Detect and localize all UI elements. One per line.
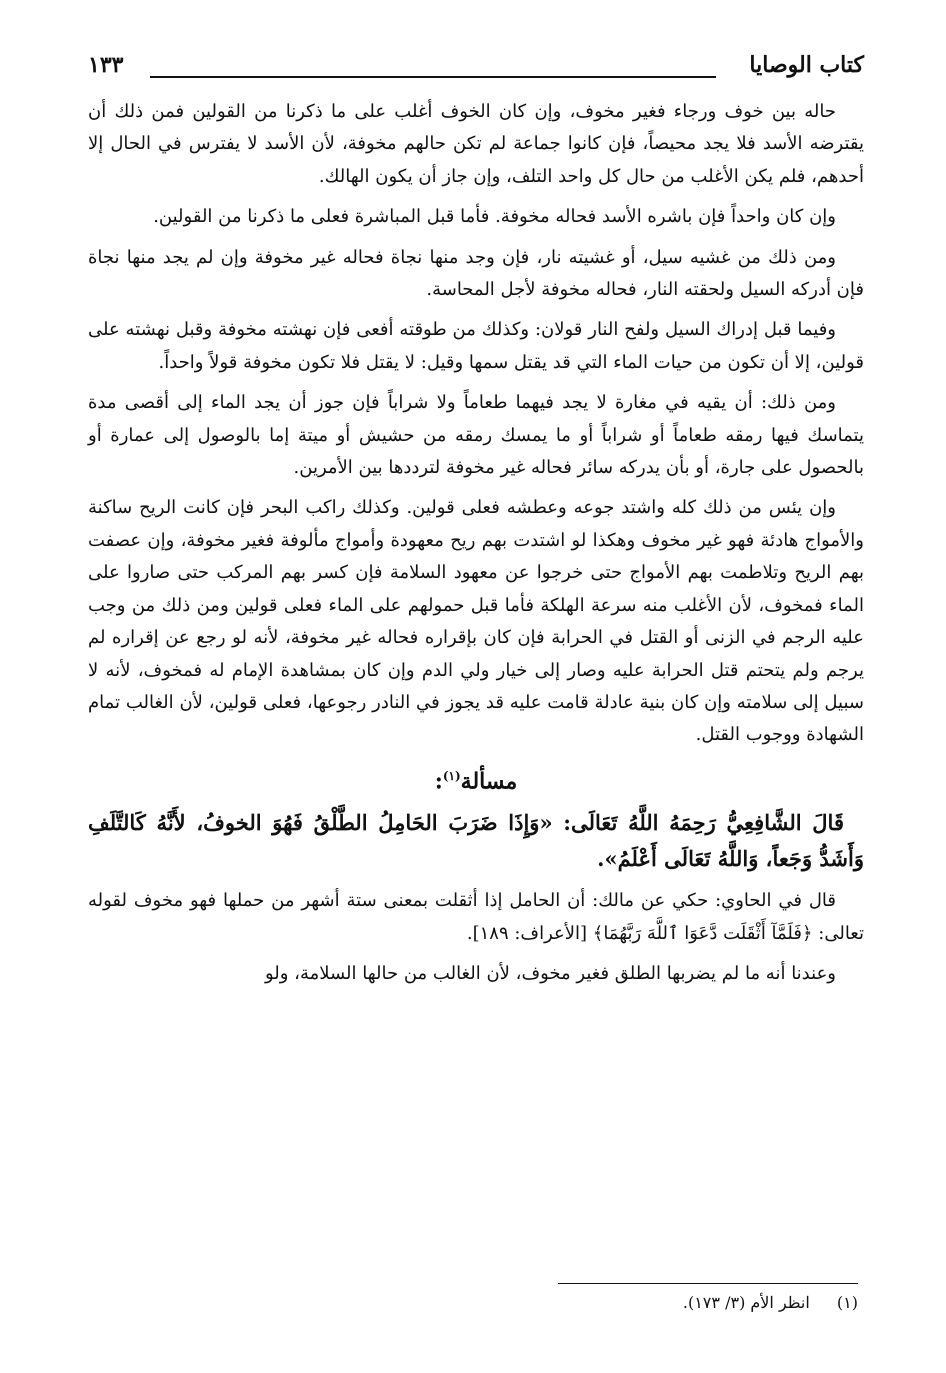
footnote-number: (١): [836, 1293, 858, 1312]
paragraph: وعندنا أنه ما لم يضربها الطلق فغير مخوف، لأن الغالب من حالها السلامة، ولو: [264, 963, 836, 985]
paragraph: حاله بين خوف ورجاء فغير مخوف، وإن كان الخوف أغلب على ما ذكرنا من القولين فمن ذلك أن يقترضه الأسد فلا يجد محيصاً، فإن كانوا جماعة لم تكن حالهم مخوفة، لأن الأسد لا يفترس في الحال إلا أحدهم، فلم يكن الأغلب من حال كل واحد التلف، وإن جاز أن يكون الهالك.: [88, 101, 864, 187]
paragraph: ومن ذلك من غشيه سيل، أو غشيته نار، فإن وجد منها نجاة فحاله غير مخوفة وإن لم يجد منها نجاة فإن أدركه السيل ولحقته النار، فحاله مخوفة لأجل المحاسة.: [88, 246, 864, 301]
paragraph: وإن كان واحداً فإن باشره الأسد فحاله مخوفة. فأما قبل المباشرة فعلى ما ذكرنا من القولين.: [153, 206, 836, 228]
footnote-text: انظر الأم (٣/ ١٧٣).: [682, 1293, 810, 1312]
page-number: ١٣٣: [88, 52, 124, 78]
paragraph: وفيما قبل إدراك السيل ولفح النار قولان: وكذلك من طوقته أفعى فإن نهشته مخوفة وقبل نهشته على قولين، إلا أن تكون من حيات الماء التي قد يقتل سمها وقيل: لا يقتل فلا تكون مخوفة قولاً واحداً.: [88, 319, 864, 373]
paragraph: وإن يئس من ذلك كله واشتد جوعه وعطشه فعلى قولين. وكذلك راكب البحر فإن كانت الريح ساكنة والأمواج هادئة فهو غير مخوف وهكذا لو اشتدت بهم ريح معهودة وأمواج مألوفة فغير مخوفة، وإن عصفت بهم الريح وتلاطمت بهم الأمواج حتى خرجوا عن معهود السلامة فإن كسر بهم المركب حتى صاروا على الماء فمخوف، لأن الأغلب منه سرعة الهلكة فأما قبل حمولهم على الماء فعلى قولين ومن ذلك من وجب عليه الرجم في الزنى أو القتل في الحرابة فإن كان بإقراره فحاله غير مخوفة، لأنه لو رجع عن إقراره لم يرجم ولم يتحتم قتل الحرابة عليه وصار إلى خيار ولي الدم وإن كان بمشاهدة الإمام له فمخوف، لأنه لا سبيل إلى سلامته وإن كان بنية عادلة قامت عليه قد يجوز في النادر رجوعها، فعلى قولين، لأن الغالب تمام الشهادة ووجوب القتل.: [88, 497, 864, 746]
running-header: [88, 52, 864, 86]
masala-heading: [88, 760, 864, 798]
footnote: [82, 1290, 858, 1316]
footnote-rule: [558, 1283, 858, 1284]
masala-colon: :: [434, 768, 443, 795]
chapter-title: كتاب الوصايا: [749, 52, 864, 78]
shafii-quote: قَالَ الشَّافِعِيُّ رَحِمَهُ اللَّهُ تَعَالَى: «وَإِذَا ضَرَبَ الحَامِلُ الطَّلْقُ فَهُوَ الخوفُ، لأَنَّهُ كَالتَّلَفِ وَأَشَدُّ وَجَعاً، وَاللَّهُ تَعَالَى أَعْلَمُ».: [88, 810, 864, 872]
masala-title: مسألة: [460, 768, 518, 795]
footnote-marker: (١): [442, 768, 461, 783]
paragraph: قال في الحاوي: حكي عن مالك: أن الحامل إذا أثقلت بمعنى ستة أشهر من حملها فهو مخوف لقوله تعالى: ﴿فَلَمَّآ أَثْقَلَت دَّعَوَا ٱللَّهَ رَبَّهُمَا﴾ [الأعراف: ١٨٩].: [88, 890, 864, 944]
paragraph: ومن ذلك: أن يقيه في مغارة لا يجد فيهما طعاماً ولا شراباً فإن جوز أن يجد الماء إلى أقصى مدة يتماسك فيها رمقه طعاماً أو شراباً أو ما يمسك رمقه من حشيش أو ميتة إما بالوصول إلى عمارة أو بالحصول على جارة، أو بأن يدركه سائر فحاله غير مخوفة لترددها بين الأمرين.: [88, 392, 864, 479]
header-rule: [150, 76, 716, 78]
main-text: [88, 96, 864, 999]
